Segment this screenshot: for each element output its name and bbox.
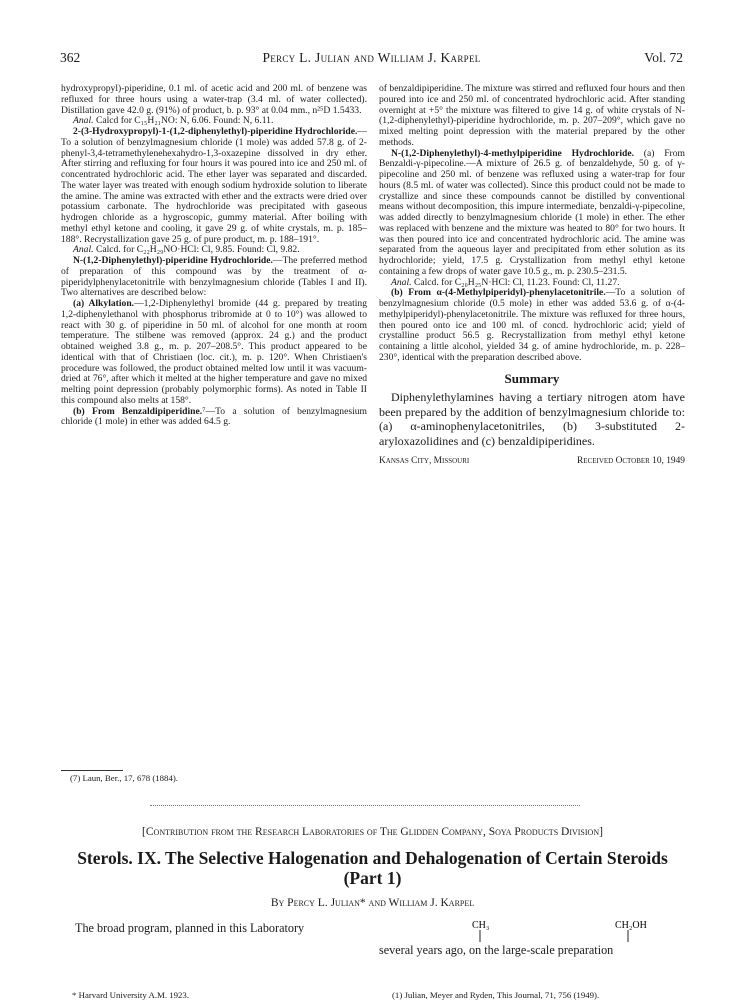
page-number: 362 xyxy=(60,50,81,65)
summary-heading: Summary xyxy=(504,370,560,386)
footnote: (1) Julian, Meyer and Ryden, This Journal, 71, 756 (1949). xyxy=(392,990,600,1000)
paragraph: The broad program, planned in this Laboratory xyxy=(75,921,305,935)
right-column xyxy=(379,84,685,467)
footnote: (7) Laun, Ber., 17, 678 (1884). xyxy=(70,773,178,783)
paragraph: 2-(3-Hydroxypropyl)-1-(1,2-diphenylethyl)-piperidine Hydrochloride.—To a solution of benzylmagnesium chloride (1 mole) was added 57.8 g. of 2-phenyl-3,4-tetramethylenehexahydro-1,3-oxazepine dissolved in dry ether. After stirring and refluxing for four hours it was poured into ice and 250 ml. of concentrated hydrochloric acid. The ether layer was separated and discarded. The water layer was treated with enough sodium hydroxide solution to liberate the amine. The amine was extracted with ether and the extracts were dried over potassium carbonate. The hydrochloride was precipitated with gaseous hydrogen chloride as a hygroscopic, gummy material. After boiling with methyl ethyl ketone and cooling, it gave 29 g. of white crystals, m. p. 185–188°. Recrystallization gave 25 g. of pure product, m. p. 188–191°. xyxy=(61,126,367,245)
received-date: Received October 10, 1949 xyxy=(577,456,685,467)
volume-label: Vol. 72 xyxy=(644,50,683,65)
signature-line xyxy=(379,456,685,467)
title-line-1: Sterols. IX. The Selective Halogenation and Dehalogenation of Certain Steroids xyxy=(77,848,668,868)
running-head: Percy L. Julian and William J. Karpel xyxy=(262,50,481,65)
footnote: * Harvard University A.M. 1923. xyxy=(72,990,190,1000)
paragraph: Anal. Calcd for C₁₅H₂₁NO: N, 6.06. Found: N, 6.11. xyxy=(73,115,274,127)
summary-text: Diphenylethylamines having a tertiary nitrogen atom have been prepared by the addition of benzylmagnesium chloride to: (a) α-aminophenylacetonitriles, (b) 3-substituted 2-aryloxazolidines and (c) benzaldipiperidines. xyxy=(379,390,685,448)
paragraph: Anal. Calcd. for C₂₂H₂₉NO·HCl: Cl, 9.85. Found: Cl, 9.82. xyxy=(73,244,300,256)
article-left-text xyxy=(61,921,367,936)
article-title xyxy=(60,848,685,888)
city: Kansas City, Missouri xyxy=(379,456,470,467)
hydroxymethyl-label: CH₂OH xyxy=(615,920,647,931)
byline: By Percy L. Julian* and William J. Karpel xyxy=(270,897,475,909)
paragraph: N-(1,2-Diphenylethyl)-piperidine Hydrochloride.—The preferred method of preparation of this compound was by the treatment of α-piperidylphenylacetonitrile with benzylmagnesium chloride (Tables I and II). Two alternatives are described below: xyxy=(61,255,367,299)
paragraph: Anal. Calcd. for C₂₀H₂₅N·HCl: Cl, 11.23. Found: Cl, 11.27. xyxy=(391,276,620,288)
steroid-structure-stub xyxy=(380,918,685,942)
paragraph: (b) From Benzaldipiperidine.⁷—To a solution of benzylmagnesium chloride (1 mole) in ether was added 64.5 g. xyxy=(61,405,367,428)
paragraph: hydroxypropyl)-piperidine, 0.1 ml. of acetic acid and 200 ml. of benzene was refluxed for three hours using a water-trap (3.4 ml. of water collected). Distillation gave 42.0 g. (91%) of product, b. p. 93° at 0.04 mm., n²⁵D 1.5433. xyxy=(61,83,367,116)
dotted-separator xyxy=(150,805,580,806)
left-column xyxy=(61,84,367,428)
paragraph: of benzaldipiperidine. The mixture was stirred and refluxed four hours and then poured into ice and 250 ml. of concentrated hydrochloric acid. After standing overnight at +5° the mixture was filtered to give 14 g. of white crystals of N-(1,2-diphenylethyl)-piperidine hydrochloride, m. p. 207–209°, which gave no mixed melting point depression with the material prepared by the other methods. xyxy=(379,83,685,148)
footnote-rule xyxy=(61,770,123,771)
paragraph: (a) Alkylation.—1,2-Diphenylethyl bromide (44 g. prepared by treating 1,2-diphenylethanol with phosphorus tribromide at 0 to 10°) was allowed to react with 30 g. of piperidine in 50 ml. of alcohol for one month at room temperature. The stilbene was removed (approx. 24 g.) and the product obtained weighed 3.8 g., m. p. 207–208.5°. This product appeared to be identical with that of Christiaen (loc. cit.), m. p. 120°. When Christiaen's procedure was followed, the product obtained melted low until it was vacuum-dried at 76°, after which it melted at the higher temperature and gave no mixed melting point depression (probably polymorphic forms). As noted in Table II this compound also melts at 158°. xyxy=(61,298,368,406)
page-header xyxy=(60,50,683,70)
paragraph: N-(1,2-Diphenylethyl)-4-methylpiperidine Hydrochloride. (a) From Benzaldi-γ-pipecoline.—A mixture of 26.5 g. of benzaldehyde, 50 g. of γ-pipecoline and 250 ml. of benzene was refluxed using a water-trap for four hours (8.5 ml. of water was collected). Since this product could not be made to crystallize and since these compounds cannot be distilled by conventional means without decomposition, this impure intermediate, benzaldi-γ-pipecoline, was added directly to benzylmagnesium chloride (1 mole) in ether. The ether was replaced with benzene and the mixture was heated to 80° for two hours. It was then poured into ice and concentrated hydrochloric acid. The amine was separated from the aqueous layer and precipitated from ether solution as its hydrochloride; yield, 17.5 g. Crystallization from methyl ethyl ketone containing a few drops of water gave 10.5 g., m. p. 230.5–231.5. xyxy=(379,147,685,277)
paragraph: (b) From α-(4-Methylpiperidyl)-phenylacetonitrile.—To a solution of benzylmagnesium chloride (0.5 mole) in ether was added 53.6 g. of α-(4-methylpiperidyl)-phenylacetonitrile. The mixture was refluxed for three hours, then poured onto ice and 100 ml. of concd. hydrochloric acid; yield of crystalline product 56.5 g. Recrystallization from methyl ethyl ketone containing a little alcohol, yielded 34 g. of amine hydrochloride, m. p. 228–230°, identical with the preparation described above. xyxy=(379,287,685,363)
contribution-line: [Contribution from the Research Laboratories of The Glidden Company, Soya Products Division] xyxy=(142,826,603,838)
title-line-2: (Part 1) xyxy=(343,868,402,888)
methyl-label: CH₃ xyxy=(472,920,490,931)
article-right-text: several years ago, on the large-scale preparation xyxy=(379,943,614,957)
